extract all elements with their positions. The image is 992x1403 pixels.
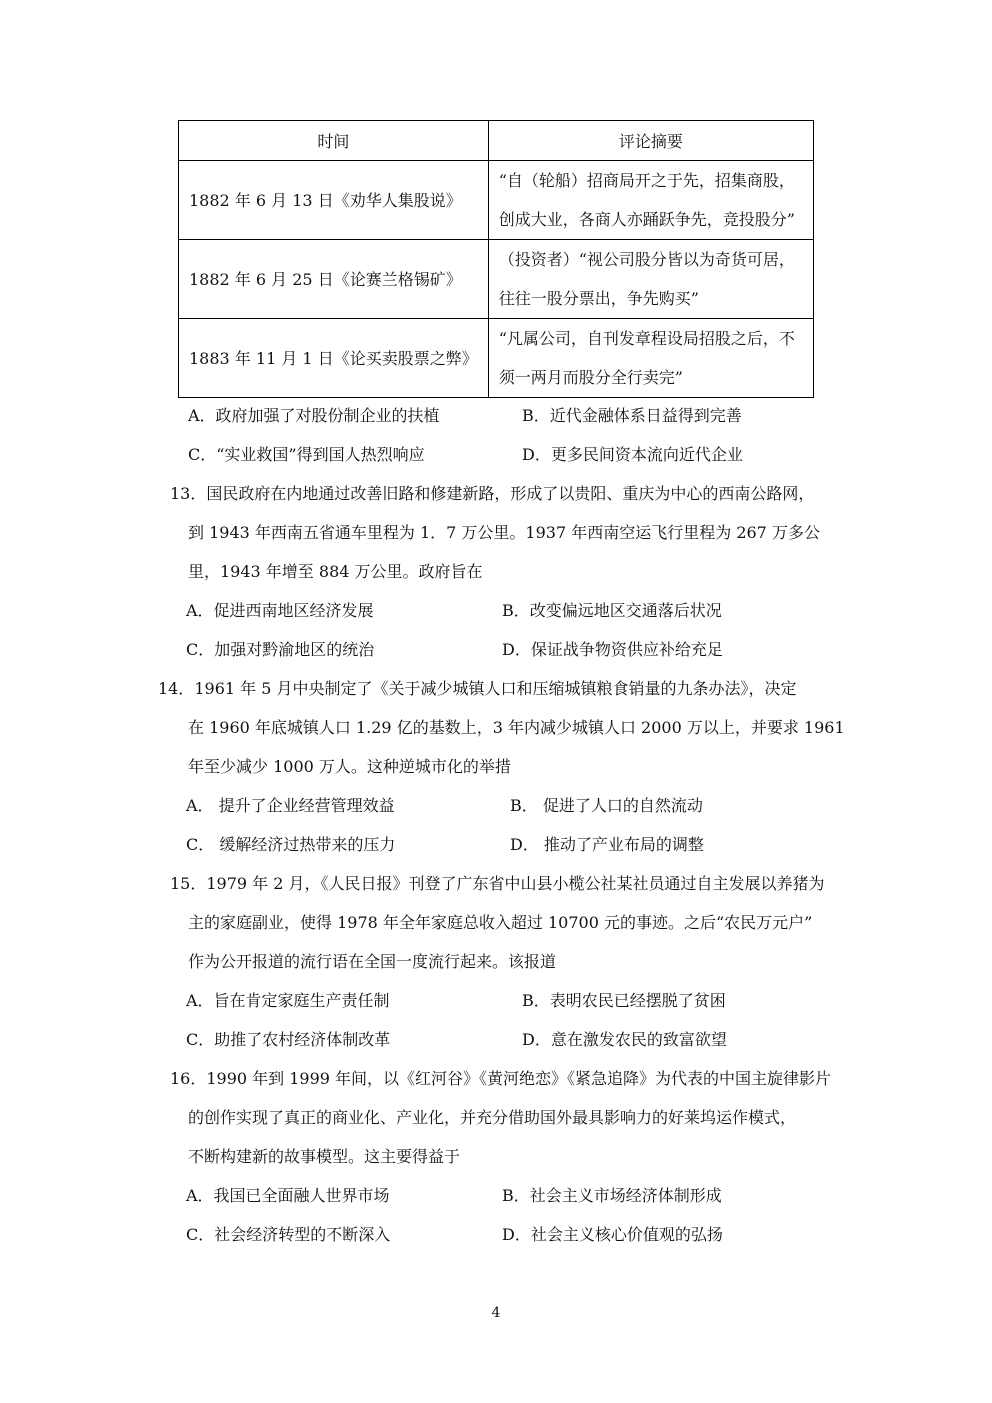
q12-option-c: C．“实业救国”得到国人热烈响应 [188, 445, 425, 464]
q14-option-c: C． 缓解经济过热带来的压力 [186, 835, 396, 854]
row-time: 1883 年 11 月 1 日《论买卖股票之弊》 [179, 319, 489, 398]
row-summary [488, 319, 813, 398]
row-summary [488, 161, 813, 240]
q15-option-d: D．意在激发农民的致富欲望 [522, 1030, 727, 1049]
summary-line: 往往一股分票出，争先购买” [498, 289, 699, 308]
q15-stem-line: 作为公开报道的流行语在全国一度流行起来。该报道 [188, 952, 557, 971]
table-header-row [179, 121, 814, 161]
row-summary [488, 240, 813, 319]
summary-line: 须一两月而股分全行卖完” [498, 368, 683, 387]
q16-stem-line: 16．1990 年到 1999 年间，以《红河谷》《黄河绝恋》《紧急追降》为代表的中国主旋律影片 [170, 1069, 832, 1088]
q14-option-d: D． 推动了产业布局的调整 [510, 835, 704, 854]
summary-line: “凡属公司，自刊发章程设局招股之后，不 [498, 329, 795, 348]
newspaper-comments-table [178, 120, 814, 398]
header-summary: 评论摘要 [488, 121, 813, 161]
q13-option-c: C．加强对黔渝地区的统治 [186, 640, 375, 659]
q14-option-b: B． 促进了人口的自然流动 [510, 796, 703, 815]
q12-option-d: D．更多民间资本流向近代企业 [522, 445, 743, 464]
summary-line: 创成大业，各商人亦踊跃争先，竞投股分” [498, 210, 795, 229]
q15-option-c: C．助推了农村经济体制改革 [186, 1030, 391, 1049]
q16-stem-line: 的创作实现了真正的商业化、产业化，并充分借助国外最具影响力的好莱坞运作模式， [188, 1108, 797, 1127]
table-row [179, 240, 814, 319]
q13-stem-line: 到 1943 年西南五省通车里程为 1．7 万公里。1937 年西南空运飞行里程为 267 万多公 [188, 523, 820, 542]
q13-stem-line: 里，1943 年增至 884 万公里。政府旨在 [188, 562, 483, 581]
row-time: 1882 年 6 月 13 日《劝华人集股说》 [179, 161, 489, 240]
header-time: 时间 [179, 121, 489, 161]
q16-option-c: C．社会经济转型的不断深入 [186, 1225, 391, 1244]
q12-option-a: A．政府加强了对股份制企业的扶植 [188, 406, 440, 425]
q13-option-b: B．改变偏远地区交通落后状况 [502, 601, 722, 620]
q14-option-a: A． 提升了企业经营管理效益 [186, 796, 395, 815]
q15-option-b: B．表明农民已经摆脱了贫困 [522, 991, 726, 1010]
table-row [179, 319, 814, 398]
summary-line: （投资者）“视公司股分皆以为奇货可居， [498, 250, 795, 269]
summary-line: “自（轮船）招商局开之于先，招集商股， [498, 171, 795, 190]
row-time: 1882 年 6 月 25 日《论赛兰格锡矿》 [179, 240, 489, 319]
q15-stem-line: 主的家庭副业，使得 1978 年全年家庭总收入超过 10700 元的事迹。之后“农民万元户” [188, 913, 813, 932]
page-number: 4 [491, 1305, 501, 1321]
q16-option-a: A．我国已全面融人世界市场 [186, 1186, 390, 1205]
q16-option-d: D．社会主义核心价值观的弘扬 [502, 1225, 723, 1244]
table-row [179, 161, 814, 240]
q16-stem-line: 不断构建新的故事模型。这主要得益于 [188, 1147, 461, 1166]
q15-option-a: A．旨在肯定家庭生产责任制 [186, 991, 390, 1010]
q14-stem-line: 年至少减少 1000 万人。这种逆城市化的举措 [188, 757, 511, 776]
q13-option-d: D．保证战争物资供应补给充足 [502, 640, 723, 659]
q16-option-b: B．社会主义市场经济体制形成 [502, 1186, 722, 1205]
q12-option-b: B．近代金融体系日益得到完善 [522, 406, 742, 425]
q14-stem-line: 在 1960 年底城镇人口 1.29 亿的基数上，3 年内减少城镇人口 2000 万以上，并要求 1961 [188, 718, 845, 737]
q15-stem-line: 15．1979 年 2 月，《人民日报》刊登了广东省中山县小榄公社某社员通过自主发展以养猪为 [170, 874, 825, 893]
q13-option-a: A．促进西南地区经济发展 [186, 601, 374, 620]
q13-stem-line: 13．国民政府在内地通过改善旧路和修建新路，形成了以贵阳、重庆为中心的西南公路网， [170, 484, 815, 503]
q14-stem-line: 14．1961 年 5 月中央制定了《关于减少城镇人口和压缩城镇粮食销量的九条办法》，决定 [158, 679, 797, 698]
